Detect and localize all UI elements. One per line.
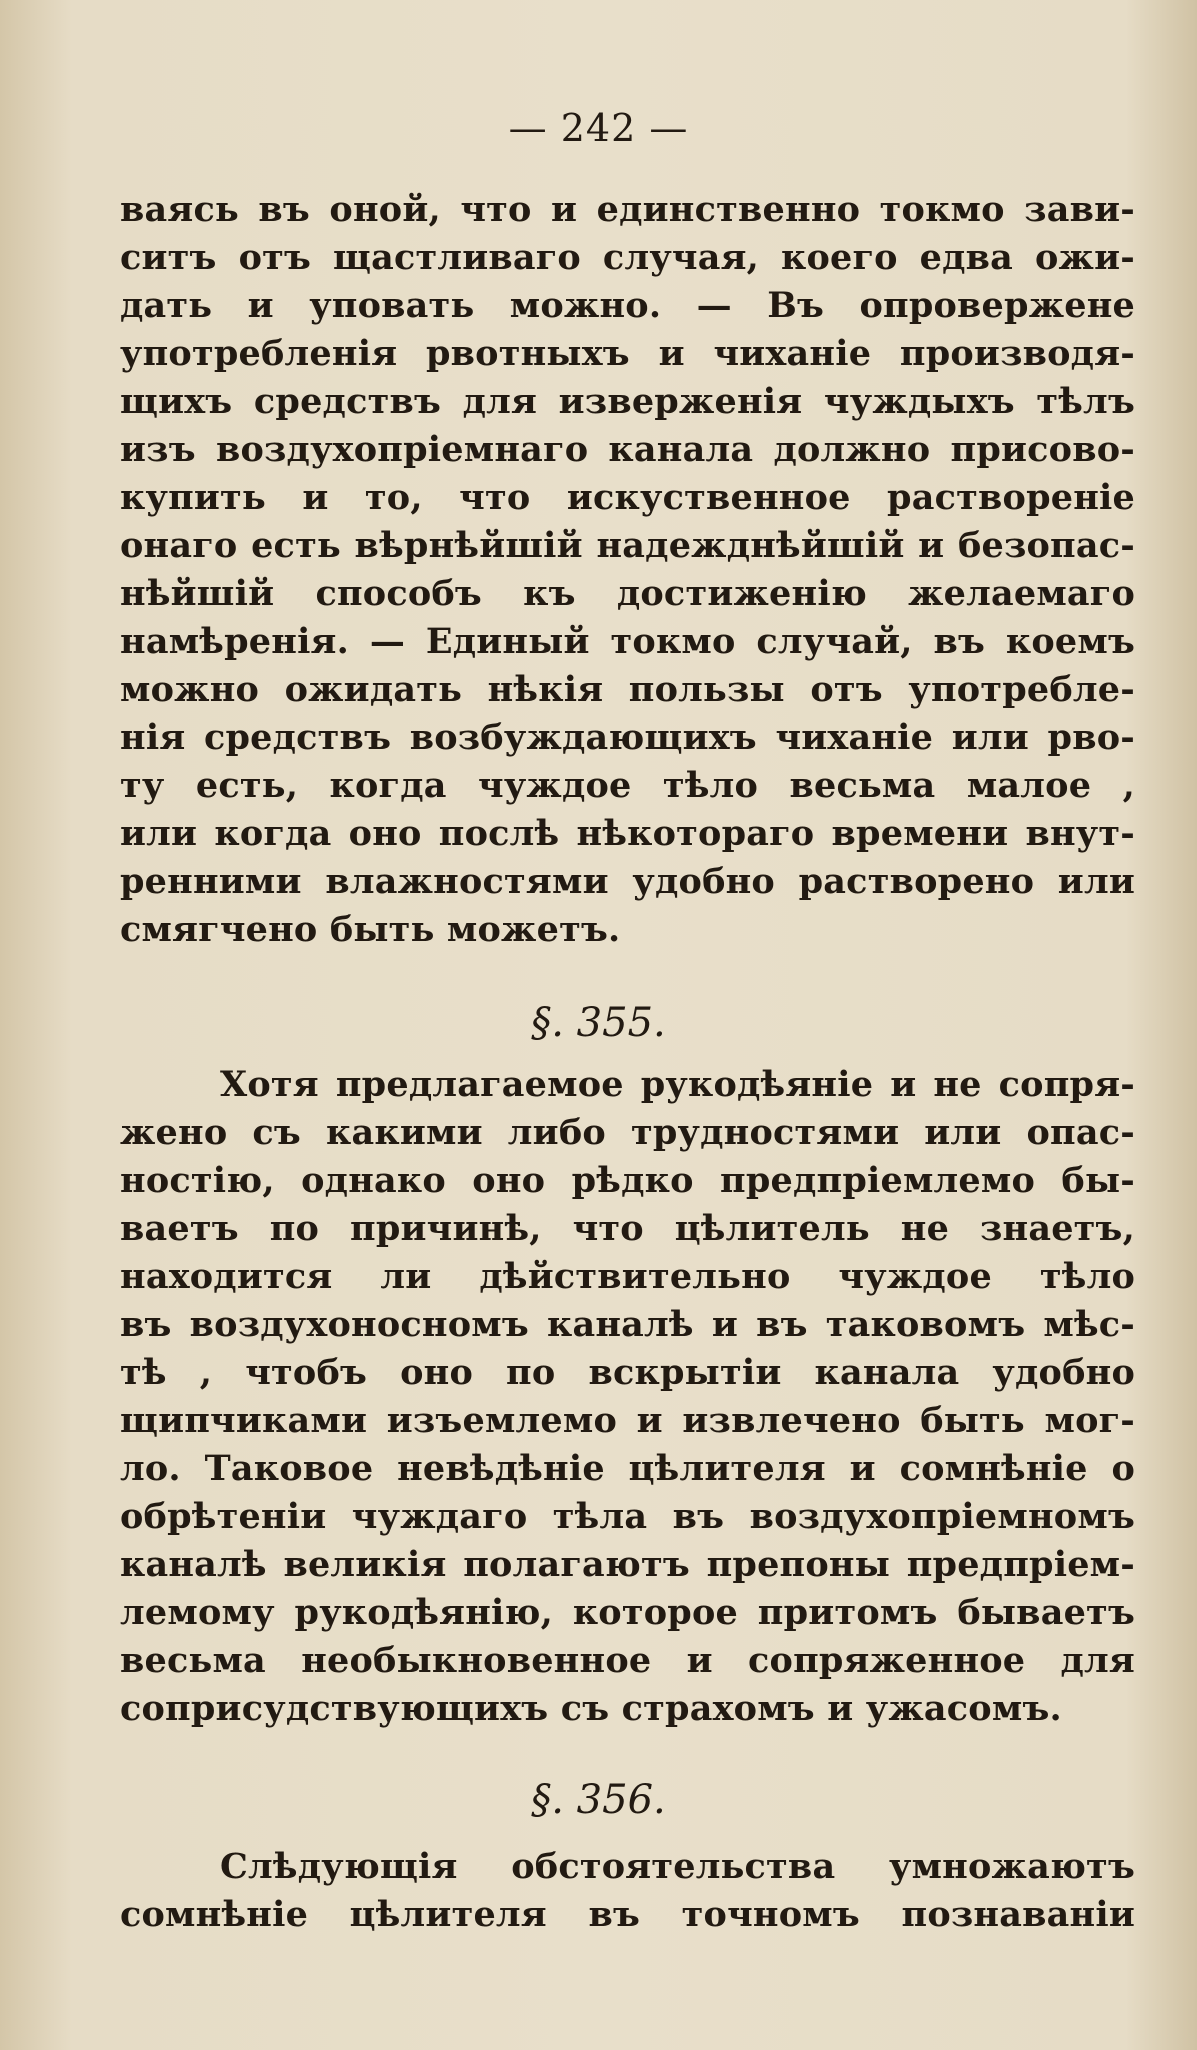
- paragraph-3: [120, 1843, 1135, 1939]
- text-line: Слѣдующія обстоятельства умножаютъ: [220, 1846, 1135, 1887]
- text-line: въ воздухоносномъ каналѣ и въ таковомъ мѣс-: [120, 1304, 1135, 1345]
- text-line: купить и то, что искуственное раствореніе: [120, 477, 1135, 518]
- text-line: жено съ какими либо трудностями или опас-: [120, 1112, 1135, 1153]
- text-line: щипчиками изъемлемо и извлечено быть мог-: [120, 1400, 1135, 1441]
- text-line: изъ воздухопріемнаго канала должно присово-: [120, 429, 1135, 470]
- text-line: лемому рукодѣянію, которое притомъ бываетъ: [120, 1592, 1135, 1633]
- section-heading-355: §. 355.: [531, 1000, 666, 1046]
- text-line: весьма необыкновенное и сопряженное для: [120, 1640, 1135, 1681]
- text-line: обрѣтеніи чуждаго тѣла въ воздухопріемномъ: [120, 1496, 1135, 1537]
- text-line: нія средствъ возбуждающихъ чиханіе или рво-: [120, 717, 1135, 758]
- paragraph-2: [120, 1061, 1135, 1733]
- text-line: каналѣ великія полагаютъ препоны предпріем-: [120, 1544, 1135, 1585]
- text-line: щихъ средствъ для изверженія чуждыхъ тѣлъ: [120, 381, 1135, 422]
- text-line: смягчено быть можетъ.: [120, 909, 621, 950]
- text-line: соприсудствующихъ съ страхомъ и ужасомъ.: [120, 1688, 1062, 1729]
- text-line: нѣйшій способъ къ достиженію желаемаго: [120, 573, 1135, 614]
- text-line: ностію, однако оно рѣдко предпріемлемо бы-: [120, 1160, 1135, 1201]
- text-line: ваясь въ оной, что и единственно токмо зави-: [120, 189, 1135, 230]
- text-line: Хотя предлагаемое рукодѣяніе и не сопря-: [220, 1064, 1135, 1105]
- text-line: ваетъ по причинѣ, что цѣлитель не знаетъ,: [120, 1208, 1135, 1249]
- text-line: или когда оно послѣ нѣкотораго времени внут-: [120, 813, 1135, 854]
- text-line: онаго есть вѣрнѣйшій надежднѣйшій и безопас-: [120, 525, 1135, 566]
- text-line: тѣ , чтобъ оно по вскрытіи канала удобно: [120, 1352, 1135, 1393]
- text-line: сомнѣніе цѣлителя въ точномъ познаваніи: [120, 1894, 1135, 1935]
- text-line: ренними влажностями удобно растворено или: [120, 861, 1135, 902]
- text-line: ту есть, когда чуждое тѣло весьма малое ,: [120, 765, 1135, 806]
- text-line: ситъ отъ щастливаго случая, коего едва ожи-: [120, 237, 1135, 278]
- text-line: ло. Таковое невѣдѣніе цѣлителя и сомнѣніе о: [120, 1448, 1135, 1489]
- section-heading-356: §. 356.: [531, 1777, 666, 1823]
- text-line: можно ожидать нѣкія пользы отъ употребле-: [120, 669, 1135, 710]
- page-number: — 242 —: [508, 106, 689, 150]
- paragraph-1: [120, 186, 1135, 954]
- text-line: употребленія рвотныхъ и чиханіе производя-: [120, 333, 1135, 374]
- text-line: намѣренія. — Единый токмо случай, въ коемъ: [120, 621, 1135, 662]
- text-line: дать и уповать можно. — Въ опровержене: [120, 285, 1135, 326]
- text-line: находится ли дѣйствительно чуждое тѣло: [120, 1256, 1135, 1297]
